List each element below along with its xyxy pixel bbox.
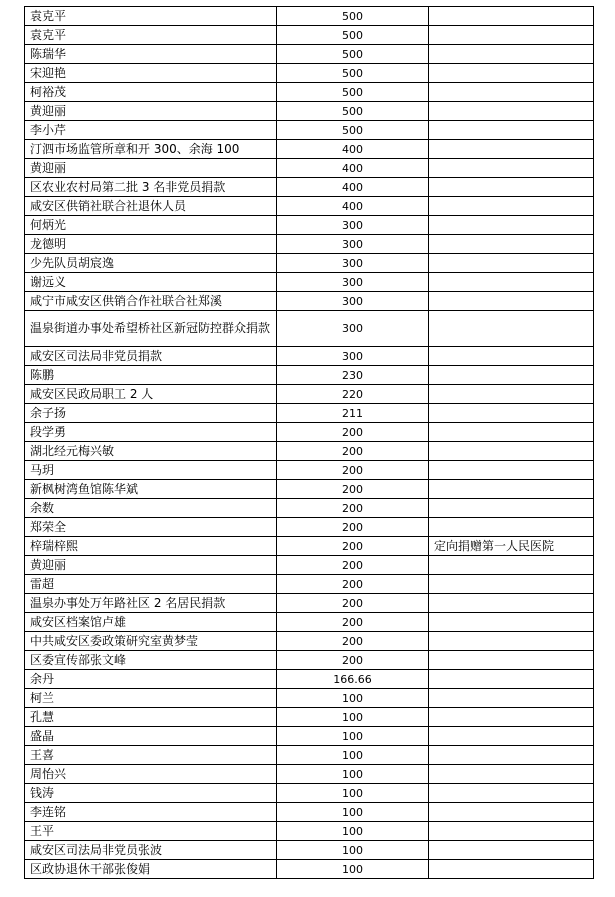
note-cell <box>429 518 594 537</box>
table-row <box>25 803 594 822</box>
donor-name-cell: 孔慧 <box>25 708 277 727</box>
donation-amount-cell: 200 <box>277 461 429 480</box>
donor-name-cell: 中共咸安区委政策研究室黄梦莹 <box>25 632 277 651</box>
note-cell <box>429 575 594 594</box>
table-row <box>25 594 594 613</box>
table-row <box>25 45 594 64</box>
note-cell <box>429 613 594 632</box>
donation-amount-cell: 500 <box>277 7 429 26</box>
donation-amount-cell: 500 <box>277 64 429 83</box>
table-row <box>25 292 594 311</box>
table-row <box>25 178 594 197</box>
note-cell <box>429 708 594 727</box>
donation-rows <box>25 7 594 879</box>
table-row <box>25 404 594 423</box>
donation-amount-cell: 300 <box>277 254 429 273</box>
note-cell <box>429 651 594 670</box>
note-cell <box>429 7 594 26</box>
table-row <box>25 708 594 727</box>
donor-name-cell: 区委宣传部张文峰 <box>25 651 277 670</box>
donation-amount-cell: 200 <box>277 423 429 442</box>
note-cell <box>429 784 594 803</box>
note-cell <box>429 556 594 575</box>
donor-name-cell: 马玥 <box>25 461 277 480</box>
donation-amount-cell: 200 <box>277 594 429 613</box>
table-row <box>25 140 594 159</box>
donor-name-cell: 咸安区司法局非党员捐款 <box>25 347 277 366</box>
table-row <box>25 121 594 140</box>
donor-name-cell: 雷超 <box>25 575 277 594</box>
note-cell <box>429 746 594 765</box>
note-cell <box>429 254 594 273</box>
donation-amount-cell: 300 <box>277 273 429 292</box>
donor-name-cell: 温泉街道办事处希望桥社区新冠防控群众捐款 <box>25 311 277 347</box>
note-cell <box>429 423 594 442</box>
table-row <box>25 311 594 347</box>
donor-name-cell: 段学勇 <box>25 423 277 442</box>
donation-amount-cell: 300 <box>277 311 429 347</box>
donation-amount-cell: 400 <box>277 178 429 197</box>
table-row <box>25 689 594 708</box>
note-cell <box>429 727 594 746</box>
donation-amount-cell: 500 <box>277 26 429 45</box>
donation-amount-cell: 200 <box>277 480 429 499</box>
note-cell <box>429 347 594 366</box>
donor-name-cell: 周怡兴 <box>25 765 277 784</box>
donation-amount-cell: 200 <box>277 537 429 556</box>
donation-amount-cell: 400 <box>277 159 429 178</box>
table-row <box>25 347 594 366</box>
donor-name-cell: 袁克平 <box>25 26 277 45</box>
donation-amount-cell: 400 <box>277 140 429 159</box>
donation-amount-cell: 200 <box>277 518 429 537</box>
donation-amount-cell: 100 <box>277 727 429 746</box>
note-cell <box>429 235 594 254</box>
table-row <box>25 102 594 121</box>
table-row <box>25 651 594 670</box>
table-row <box>25 746 594 765</box>
donor-name-cell: 柯裕茂 <box>25 83 277 102</box>
table-row <box>25 822 594 841</box>
donor-name-cell: 余丹 <box>25 670 277 689</box>
note-cell <box>429 273 594 292</box>
donation-amount-cell: 200 <box>277 499 429 518</box>
note-cell <box>429 480 594 499</box>
note-cell <box>429 45 594 64</box>
note-cell <box>429 140 594 159</box>
donation-amount-cell: 100 <box>277 822 429 841</box>
donation-amount-cell: 100 <box>277 841 429 860</box>
donor-name-cell: 黄迎丽 <box>25 556 277 575</box>
donor-name-cell: 盛晶 <box>25 727 277 746</box>
donor-name-cell: 区政协退休干部张俊娟 <box>25 860 277 879</box>
note-cell <box>429 311 594 347</box>
donor-name-cell: 咸安区民政局职工 2 人 <box>25 385 277 404</box>
donation-amount-cell: 100 <box>277 803 429 822</box>
donor-name-cell: 咸安区供销社联合社退休人员 <box>25 197 277 216</box>
table-row <box>25 26 594 45</box>
table-row <box>25 385 594 404</box>
donor-name-cell: 黄迎丽 <box>25 102 277 121</box>
donor-name-cell: 温泉办事处万年路社区 2 名居民捐款 <box>25 594 277 613</box>
donor-name-cell: 袁克平 <box>25 7 277 26</box>
donation-amount-cell: 100 <box>277 746 429 765</box>
donation-amount-cell: 230 <box>277 366 429 385</box>
donor-name-cell: 梓瑞梓熙 <box>25 537 277 556</box>
note-cell <box>429 366 594 385</box>
table-row <box>25 613 594 632</box>
table-row <box>25 216 594 235</box>
donation-amount-cell: 200 <box>277 632 429 651</box>
donor-name-cell: 新枫树湾鱼馆陈华斌 <box>25 480 277 499</box>
note-cell <box>429 292 594 311</box>
note-cell <box>429 670 594 689</box>
table-row <box>25 159 594 178</box>
table-row <box>25 461 594 480</box>
donation-amount-cell: 400 <box>277 197 429 216</box>
donor-name-cell: 李连铭 <box>25 803 277 822</box>
donor-name-cell: 咸安区司法局非党员张波 <box>25 841 277 860</box>
table-row <box>25 442 594 461</box>
donor-name-cell: 余数 <box>25 499 277 518</box>
donation-amount-cell: 100 <box>277 765 429 784</box>
donation-amount-cell: 500 <box>277 102 429 121</box>
donation-amount-cell: 200 <box>277 575 429 594</box>
table-row <box>25 784 594 803</box>
note-cell <box>429 499 594 518</box>
donor-name-cell: 湖北经元梅兴敏 <box>25 442 277 461</box>
donor-name-cell: 郑荣全 <box>25 518 277 537</box>
donor-name-cell: 余子扬 <box>25 404 277 423</box>
donor-name-cell: 汀泗市场监管所章和开 300、余海 100 <box>25 140 277 159</box>
table-row <box>25 64 594 83</box>
donation-amount-cell: 500 <box>277 121 429 140</box>
donor-name-cell: 少先队员胡宸逸 <box>25 254 277 273</box>
note-cell <box>429 822 594 841</box>
donor-name-cell: 柯兰 <box>25 689 277 708</box>
table-row <box>25 727 594 746</box>
donor-name-cell: 王喜 <box>25 746 277 765</box>
note-cell <box>429 404 594 423</box>
donation-amount-cell: 200 <box>277 613 429 632</box>
table-row <box>25 765 594 784</box>
donation-amount-cell: 500 <box>277 83 429 102</box>
table-row <box>25 423 594 442</box>
donation-amount-cell: 300 <box>277 216 429 235</box>
donation-amount-cell: 100 <box>277 708 429 727</box>
note-cell <box>429 64 594 83</box>
donor-name-cell: 区农业农村局第二批 3 名非党员捐款 <box>25 178 277 197</box>
donor-name-cell: 何炳光 <box>25 216 277 235</box>
donation-amount-cell: 200 <box>277 556 429 575</box>
donor-name-cell: 李小芹 <box>25 121 277 140</box>
note-cell <box>429 178 594 197</box>
note-cell <box>429 159 594 178</box>
table-row <box>25 841 594 860</box>
table-row <box>25 575 594 594</box>
table-row <box>25 537 594 556</box>
note-cell <box>429 689 594 708</box>
table-row <box>25 860 594 879</box>
donor-name-cell: 咸安区档案馆卢雄 <box>25 613 277 632</box>
donor-name-cell: 黄迎丽 <box>25 159 277 178</box>
note-cell <box>429 841 594 860</box>
note-cell <box>429 197 594 216</box>
donation-table <box>24 6 594 879</box>
donation-amount-cell: 300 <box>277 292 429 311</box>
note-cell <box>429 216 594 235</box>
note-cell <box>429 765 594 784</box>
donation-amount-cell: 100 <box>277 860 429 879</box>
table-row <box>25 480 594 499</box>
note-cell <box>429 442 594 461</box>
table-row <box>25 366 594 385</box>
table-row <box>25 273 594 292</box>
table-row <box>25 518 594 537</box>
note-cell <box>429 83 594 102</box>
donor-name-cell: 谢远义 <box>25 273 277 292</box>
table-row <box>25 254 594 273</box>
donor-name-cell: 陈鹏 <box>25 366 277 385</box>
note-cell <box>429 632 594 651</box>
note-cell <box>429 860 594 879</box>
donation-amount-cell: 211 <box>277 404 429 423</box>
donation-amount-cell: 300 <box>277 235 429 254</box>
table-row <box>25 632 594 651</box>
donor-name-cell: 宋迎艳 <box>25 64 277 83</box>
donor-name-cell: 王平 <box>25 822 277 841</box>
donor-name-cell: 陈瑞华 <box>25 45 277 64</box>
note-cell <box>429 102 594 121</box>
note-cell: 定向捐赠第一人民医院 <box>429 537 594 556</box>
note-cell <box>429 461 594 480</box>
donation-amount-cell: 220 <box>277 385 429 404</box>
donor-name-cell: 钱涛 <box>25 784 277 803</box>
donation-amount-cell: 100 <box>277 784 429 803</box>
table-row <box>25 670 594 689</box>
table-row <box>25 499 594 518</box>
table-row <box>25 197 594 216</box>
donation-amount-cell: 200 <box>277 442 429 461</box>
donation-amount-cell: 300 <box>277 347 429 366</box>
table-row <box>25 7 594 26</box>
donor-name-cell: 龙德明 <box>25 235 277 254</box>
table-row <box>25 235 594 254</box>
table-row <box>25 556 594 575</box>
note-cell <box>429 385 594 404</box>
note-cell <box>429 803 594 822</box>
donation-amount-cell: 500 <box>277 45 429 64</box>
note-cell <box>429 121 594 140</box>
donation-amount-cell: 200 <box>277 651 429 670</box>
donation-amount-cell: 166.66 <box>277 670 429 689</box>
donor-name-cell: 咸宁市咸安区供销合作社联合社郑溪 <box>25 292 277 311</box>
donation-amount-cell: 100 <box>277 689 429 708</box>
note-cell <box>429 594 594 613</box>
note-cell <box>429 26 594 45</box>
table-row <box>25 83 594 102</box>
